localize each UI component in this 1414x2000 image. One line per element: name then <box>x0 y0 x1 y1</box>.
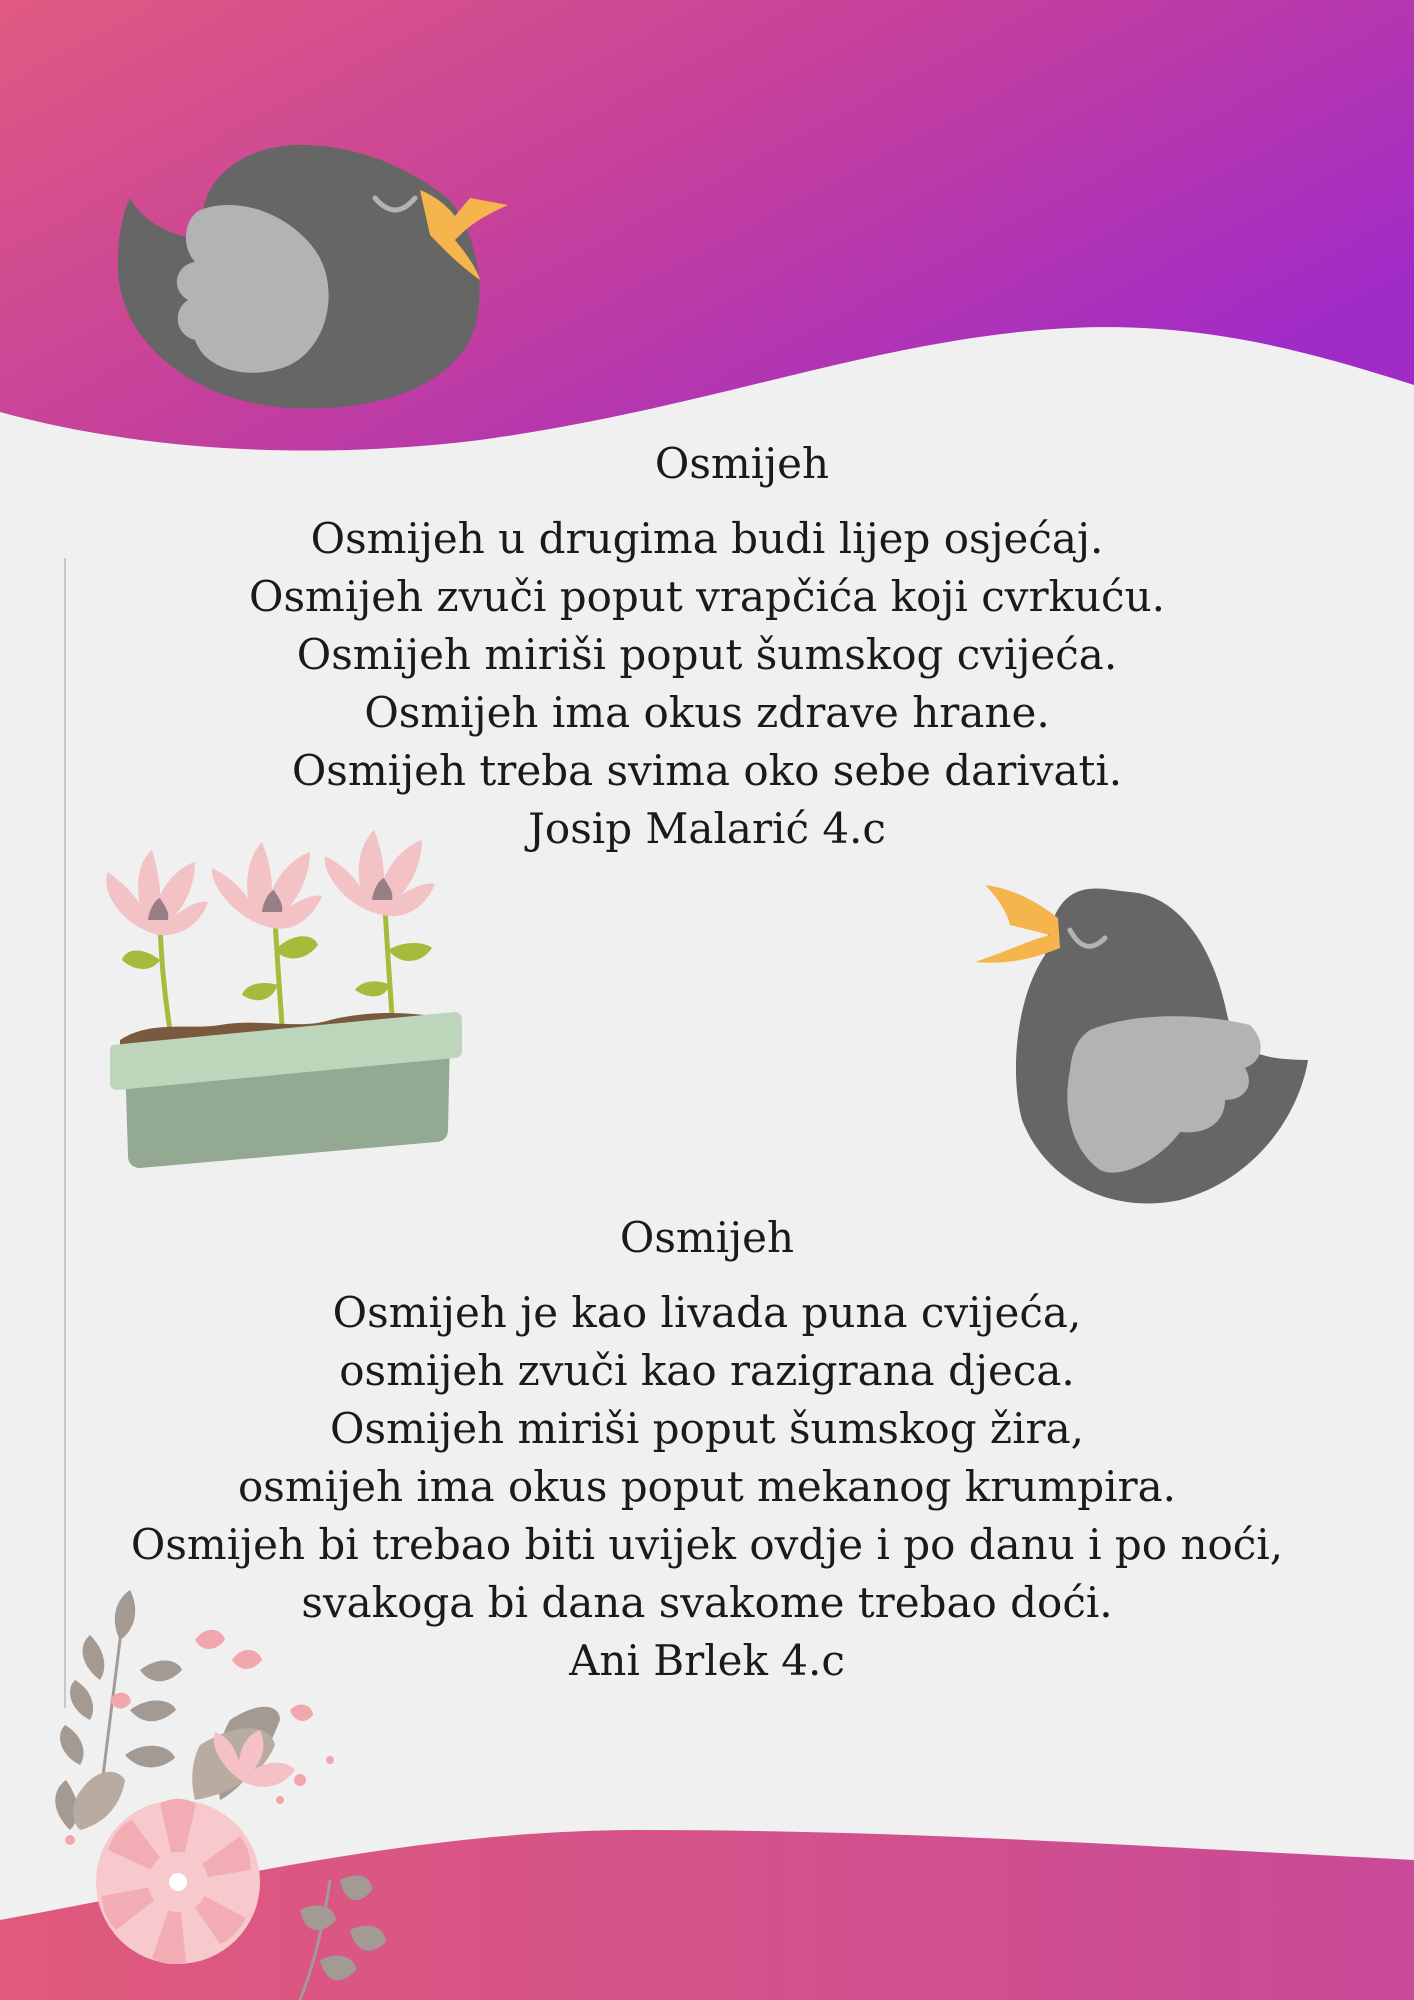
poem-2-line: osmijeh ima okus poput mekanog krumpira. <box>238 1462 1176 1511</box>
poem-2 <box>0 1212 1414 1690</box>
floral-decoration-icon <box>0 0 520 2000</box>
poem-2-line: Osmijeh je kao livada puna cvijeća, <box>332 1288 1082 1337</box>
poem-1-line: Osmijeh miriši poput šumskog cvijeća. <box>296 630 1118 679</box>
poem-2-verses <box>0 1284 1414 1690</box>
poem-1-author: Josip Malarić 4.c <box>528 804 886 853</box>
poem-2-line: Osmijeh miriši poput šumskog žira, <box>330 1404 1084 1453</box>
poem-1-line: Osmijeh u drugima budi lijep osjećaj. <box>310 514 1104 563</box>
poem-1-line: Osmijeh ima okus zdrave hrane. <box>364 688 1050 737</box>
poem-2-line: svakoga bi dana svakome trebao doći. <box>301 1578 1113 1627</box>
poem-1-line: Osmijeh treba svima oko sebe darivati. <box>291 746 1123 795</box>
poem-1-title: Osmijeh <box>654 439 830 488</box>
poem-2-title: Osmijeh <box>619 1213 795 1262</box>
poem-1-verses <box>0 510 1414 858</box>
poem-1-line: Osmijeh zvuči poput vrapčića koji cvrkuću. <box>249 572 1165 621</box>
poem-2-line: Osmijeh bi trebao biti uvijek ovdje i po danu i po noći, <box>130 1520 1284 1569</box>
poem-2-line: osmijeh zvuči kao razigrana djeca. <box>339 1346 1075 1395</box>
poem-1 <box>0 438 1414 858</box>
poem-2-author: Ani Brlek 4.c <box>569 1636 845 1685</box>
